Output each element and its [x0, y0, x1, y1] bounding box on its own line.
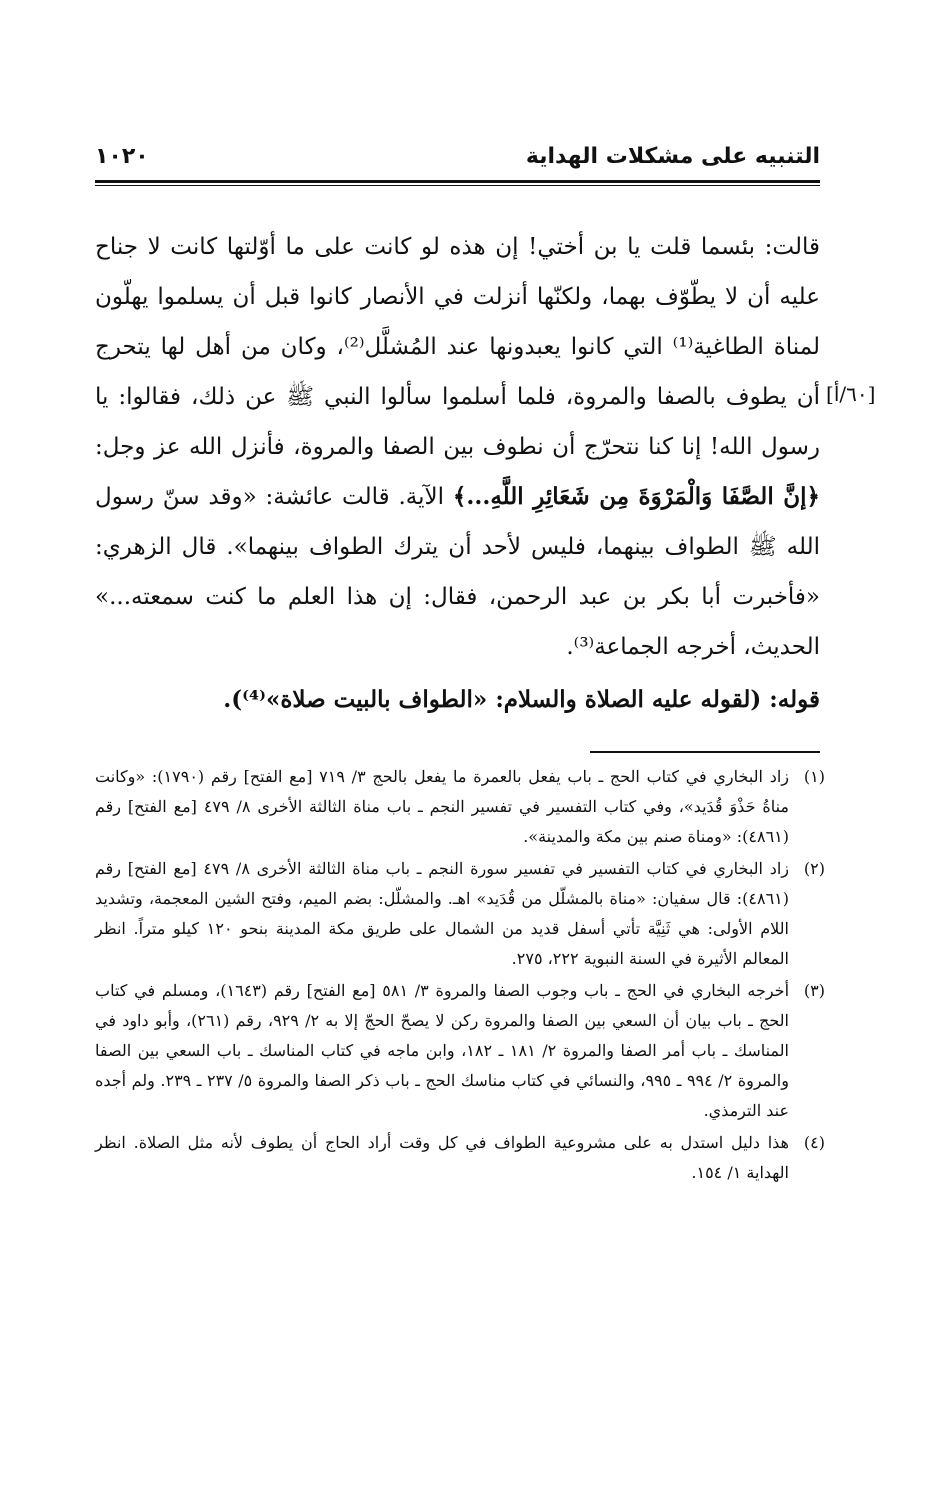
footnotes [95, 762, 825, 1190]
section-heading: قوله: (لقوله عليه الصلاة والسلام: «الطواف بالبيت صلاة»⁽⁴⁾). [223, 686, 820, 713]
header-rule [95, 180, 820, 186]
footnote-text: أخرجه البخاري في الحج ـ باب وجوب الصفا والمروة ٣/ ٥٨١ [مع الفتح] رقم (١٦٤٣)، ومسلم في كتاب الحج ـ باب بيان أن السعي بين الصفا والمروة ركن لا يصحّ الحجّ إلا به ٢/ ٩٢٩، رقم (٢٦١)، وأبو داود في المناسك ـ باب أمر الصفا والمروة ٢/ ١٨١ ـ ١٨٢، وابن ماجه في كتاب المناسك ـ باب السعي بين الصفا والمروة ٢/ ٩٩٤ ـ ٩٩٥، والنسائي في كتاب مناسك الحج ـ باب ذكر الصفا والمروة ٥/ ٢٣٧ ـ ٢٣٩. ولم أجده عند الترمذي. [95, 981, 790, 1120]
page-header [95, 138, 820, 176]
paragraph-part-1: قالت: بئسما قلت يا بن أختي! إن هذه لو كانت على ما أوّلتها كانت لا جناح عليه أن لا يطّوّف بهما، ولكنّها أنزلت في الأنصار كانوا قبل أن يسلموا يهلّون لمناة الطاغية⁽¹⁾ التي كانوا يعبدونها عند المُشلَّل⁽²⁾، وكان من أهل لها يتحرج أن يطوف بالصفا والمروة، فلما أسلموا سألوا النبي ﷺ عن ذلك، فقالوا: يا رسول الله! إنا كنا نتحرّج أن نطوف بين الصفا والمروة، فأنزل الله عز وجل: [95, 234, 820, 460]
footnote-separator [590, 751, 820, 753]
quran-verse: ﴿إنَّ الصَّفَا وَالْمَرْوَةَ مِن شَعَائِرِ اللَّهِ...﴾ [452, 483, 820, 510]
margin-folio-reference: [٦٠/أ] [826, 382, 876, 406]
footnote-1 [95, 762, 825, 852]
footnote-number: (٢) [803, 859, 825, 878]
footnote-2 [95, 854, 825, 974]
main-text [95, 222, 820, 672]
footnote-number: (٤) [803, 1133, 825, 1152]
footnote-text: هذا دليل استدل به على مشروعية الطواف في كل وقت أراد الحاج أن يطوف لأنه مثل الصلاة. انظر الهداية ١/ ١٥٤. [95, 1133, 789, 1182]
footnote-4 [95, 1128, 825, 1188]
footnote-number: (١) [803, 767, 825, 786]
paragraph-part-2: الآية. قالت عائشة: «وقد سنّ رسول الله ﷺ الطواف بينهما، فليس لأحد أن يترك الطواف بينهما». قال الزهري: «فأخبرت أبا بكر بن عبد الرحمن، فقال: إن هذا العلم ما كنت سمعته...» الحديث، أخرجه الجماعة⁽³⁾. [95, 484, 820, 660]
body-paragraph [95, 222, 820, 672]
footnote-text: زاد البخاري في كتاب الحج ـ باب يفعل بالعمرة ما يفعل بالحج ٣/ ٧١٩ [مع الفتح] رقم (١٧٩٠): «وكانت مناةُ حَذْوَ قُدَيد»، وفي كتاب التفسير في تفسير النجم ـ باب مناة الثالثة الأخرى ٨/ ٤٧٩ [مع الفتح] رقم (٤٨٦١): «ومناة صنم بين مكة والمدينة». [95, 767, 790, 846]
footnote-text: زاد البخاري في كتاب التفسير في تفسير سورة النجم ـ باب مناة الثالثة الأخرى ٨/ ٤٧٩ [مع الفتح] رقم (٤٨٦١): قال سفيان: «مناة بالمشلّل من قُدَيد» اهـ. والمشلّل: بضم الميم، وفتح الشين المعجمة، وتشديد اللام الأولى: هي ثَنِيَّة تأتي أسفل قديد من الشمال على طريق مكة المدينة بنحو ١٢٠ كيلو متراً. انظر المعالم الأثيرة في السنة النبوية ٢٢٢، ٢٧٥. [95, 859, 790, 968]
page-number: ١٠٢٠ [95, 144, 149, 169]
footnote-number: (٣) [803, 981, 825, 1000]
running-title: التنبيه على مشكلات الهداية [525, 144, 820, 169]
footnote-3 [95, 976, 825, 1126]
